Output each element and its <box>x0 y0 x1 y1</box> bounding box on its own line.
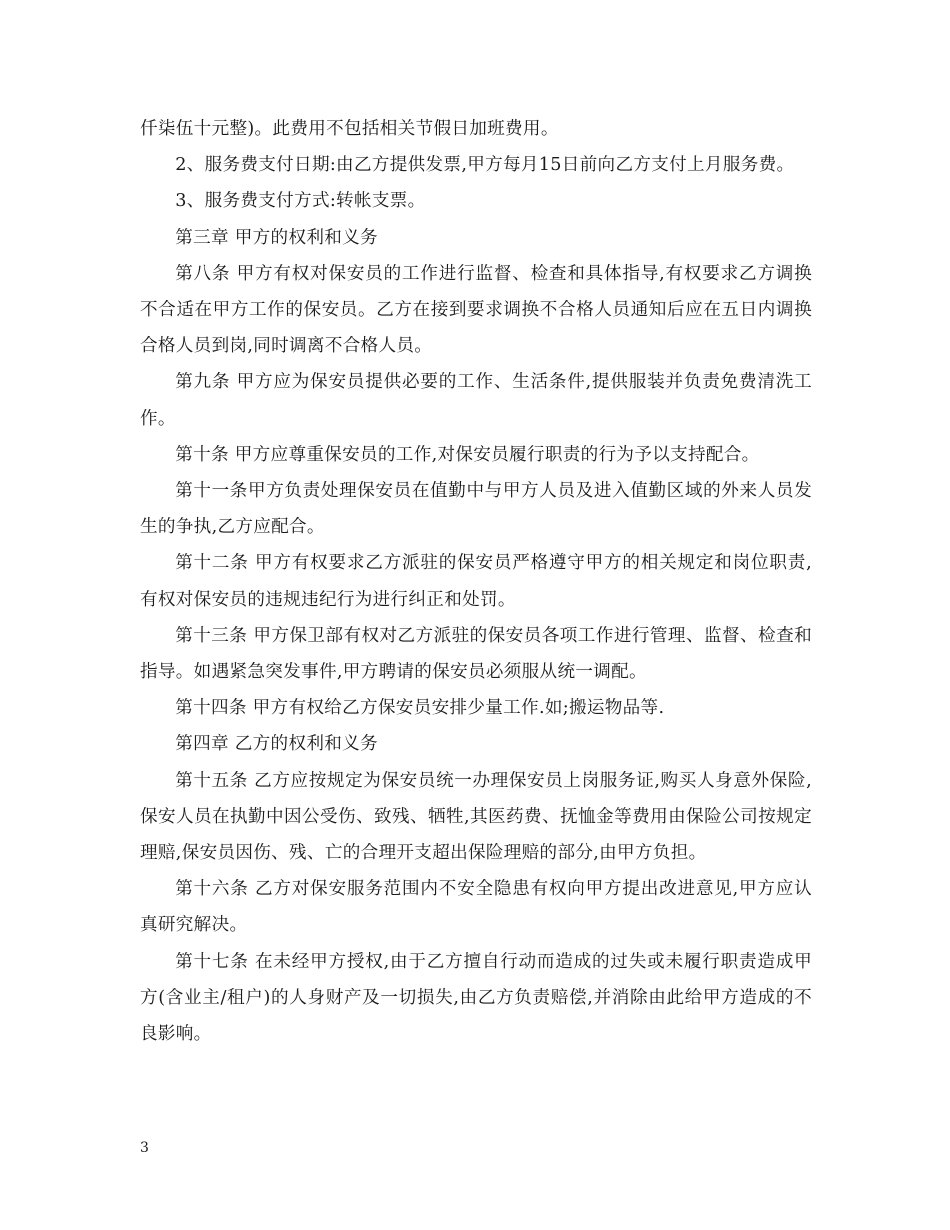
article-13: 第十三条 甲方保卫部有权对乙方派驻的保安员各项工作进行管理、监督、检查和指导。如遇紧急突发事件,甲方聘请的保安员必须服从统一调配。 <box>140 625 812 683</box>
article-10: 第十条 甲方应尊重保安员的工作,对保安员履行职责的行为予以支持配合。 <box>175 444 760 465</box>
document-body <box>140 111 812 1052</box>
chapter-heading-party-a: 第三章 甲方的权利和义务 <box>175 227 378 248</box>
article-14: 第十四条 甲方有权给乙方保安员安排少量工作.如;搬运物品等. <box>175 698 665 719</box>
article-8: 第八条 甲方有权对保安员的工作进行监督、检查和具体指导,有权要求乙方调换不合适在甲方工作的保安员。乙方在接到要求调换不合格人员通知后应在五日内调换合格人员到岗,同时调离不合格人员。 <box>140 263 812 357</box>
article-15: 第十五条 乙方应按规定为保安员统一办理保安员上岗服务证,购买人身意外保险,保安人员在执勤中因公受伤、致残、牺牲,其医药费、抚恤金等费用由保险公司按规定理赔,保安员因伤、残、亡的合理开支超出保险理赔的部分,由甲方负担。 <box>140 770 812 864</box>
paragraph-payment-method: 3、服务费支付方式:转帐支票。 <box>175 191 426 212</box>
article-11: 第十一条甲方负责处理保安员在值勤中与甲方人员及进入值勤区域的外来人员发生的争执,乙方应配合。 <box>140 481 812 538</box>
paragraph-fee-amount-continued: 仟柒伍十元整)。此费用不包括相关节假日加班费用。 <box>140 119 559 139</box>
article-16: 第十六条 乙方对保安服务范围内不安全隐患有权向甲方提出改进意见,甲方应认真研究解决。 <box>140 879 812 936</box>
chapter-heading-party-b: 第四章 乙方的权利和义务 <box>175 734 378 755</box>
paragraph-payment-date: 2、服务费支付日期:由乙方提供发票,甲方每月15日前向乙方支付上月服务费。 <box>175 155 795 176</box>
page-number: 3 <box>140 1140 149 1156</box>
article-12: 第十二条 甲方有权要求乙方派驻的保安员严格遵守甲方的相关规定和岗位职责,有权对保安员的违规违纪行为进行纠正和处罚。 <box>140 553 812 610</box>
article-9: 第九条 甲方应为保安员提供必要的工作、生活条件,提供服装并负责免费清洗工作。 <box>140 372 812 429</box>
article-17: 第十七条 在未经甲方授权,由于乙方擅自行动而造成的过失或未履行职责造成甲方(含业主/租户)的人身财产及一切损失,由乙方负责赔偿,并消除由此给甲方造成的不良影响。 <box>140 951 812 1045</box>
